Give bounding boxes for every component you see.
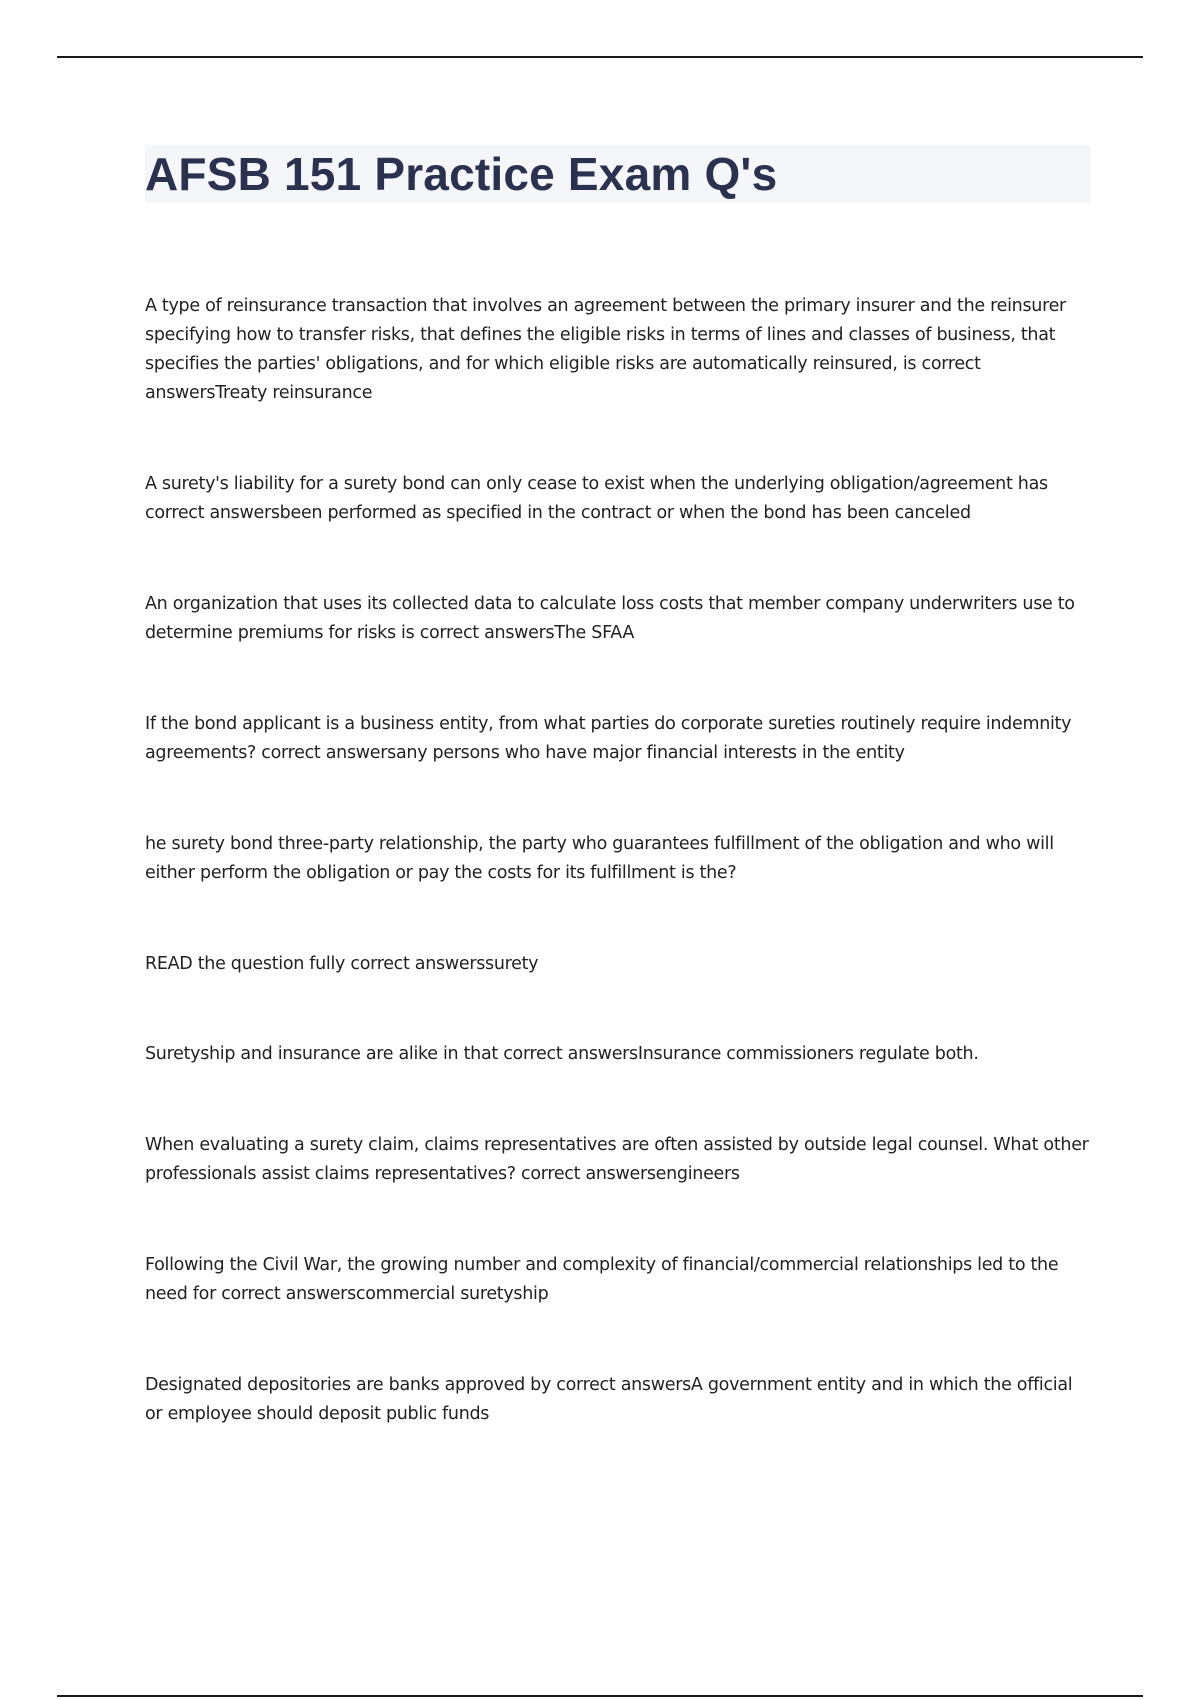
qa-item-1: A type of reinsurance transaction that involves an agreement between the primary insurer and the reinsurer specifying how to transfer risks, that defines the eligible risks in terms of lines and classes of business, that specifies the parties' obligations, and for which eligible risks are automatically reinsured, is correct answersTreaty reinsurance	[145, 296, 1066, 403]
qa-item-4: If the bond applicant is a business entity, from what parties do corporate sureties routinely require indemnity agreements? correct answersany persons who have major financial interests in the entity	[145, 714, 1072, 763]
qa-item-5: he surety bond three-party relationship, the party who guarantees fulfillment of the obligation and who will either perform the obligation or pay the costs for its fulfillment is the?	[145, 834, 1054, 883]
bottom-divider	[57, 1695, 1143, 1697]
document-title: AFSB 151 Practice Exam Q's	[145, 148, 778, 200]
top-divider	[57, 56, 1143, 58]
qa-item-8: When evaluating a surety claim, claims representatives are often assisted by outside legal counsel. What other professionals assist claims representatives? correct answersengineers	[145, 1135, 1089, 1184]
qa-item-10: Designated depositories are banks approved by correct answersA government entity and in which the official or employee should deposit public funds	[145, 1375, 1073, 1424]
qa-item-7: Suretyship and insurance are alike in that correct answersInsurance commissioners regulate both.	[145, 1044, 979, 1064]
qa-item-9: Following the Civil War, the growing number and complexity of financial/commercial relationships led to the need for correct answerscommercial suretyship	[145, 1255, 1059, 1304]
qa-item-3: An organization that uses its collected data to calculate loss costs that member company underwriters use to determine premiums for risks is correct answersThe SFAA	[145, 594, 1075, 643]
qa-item-6: READ the question fully correct answerssurety	[145, 954, 539, 974]
qa-item-2: A surety's liability for a surety bond can only cease to exist when the underlying obligation/agreement has correct answersbeen performed as specified in the contract or when the bond has been canceled	[145, 474, 1048, 523]
